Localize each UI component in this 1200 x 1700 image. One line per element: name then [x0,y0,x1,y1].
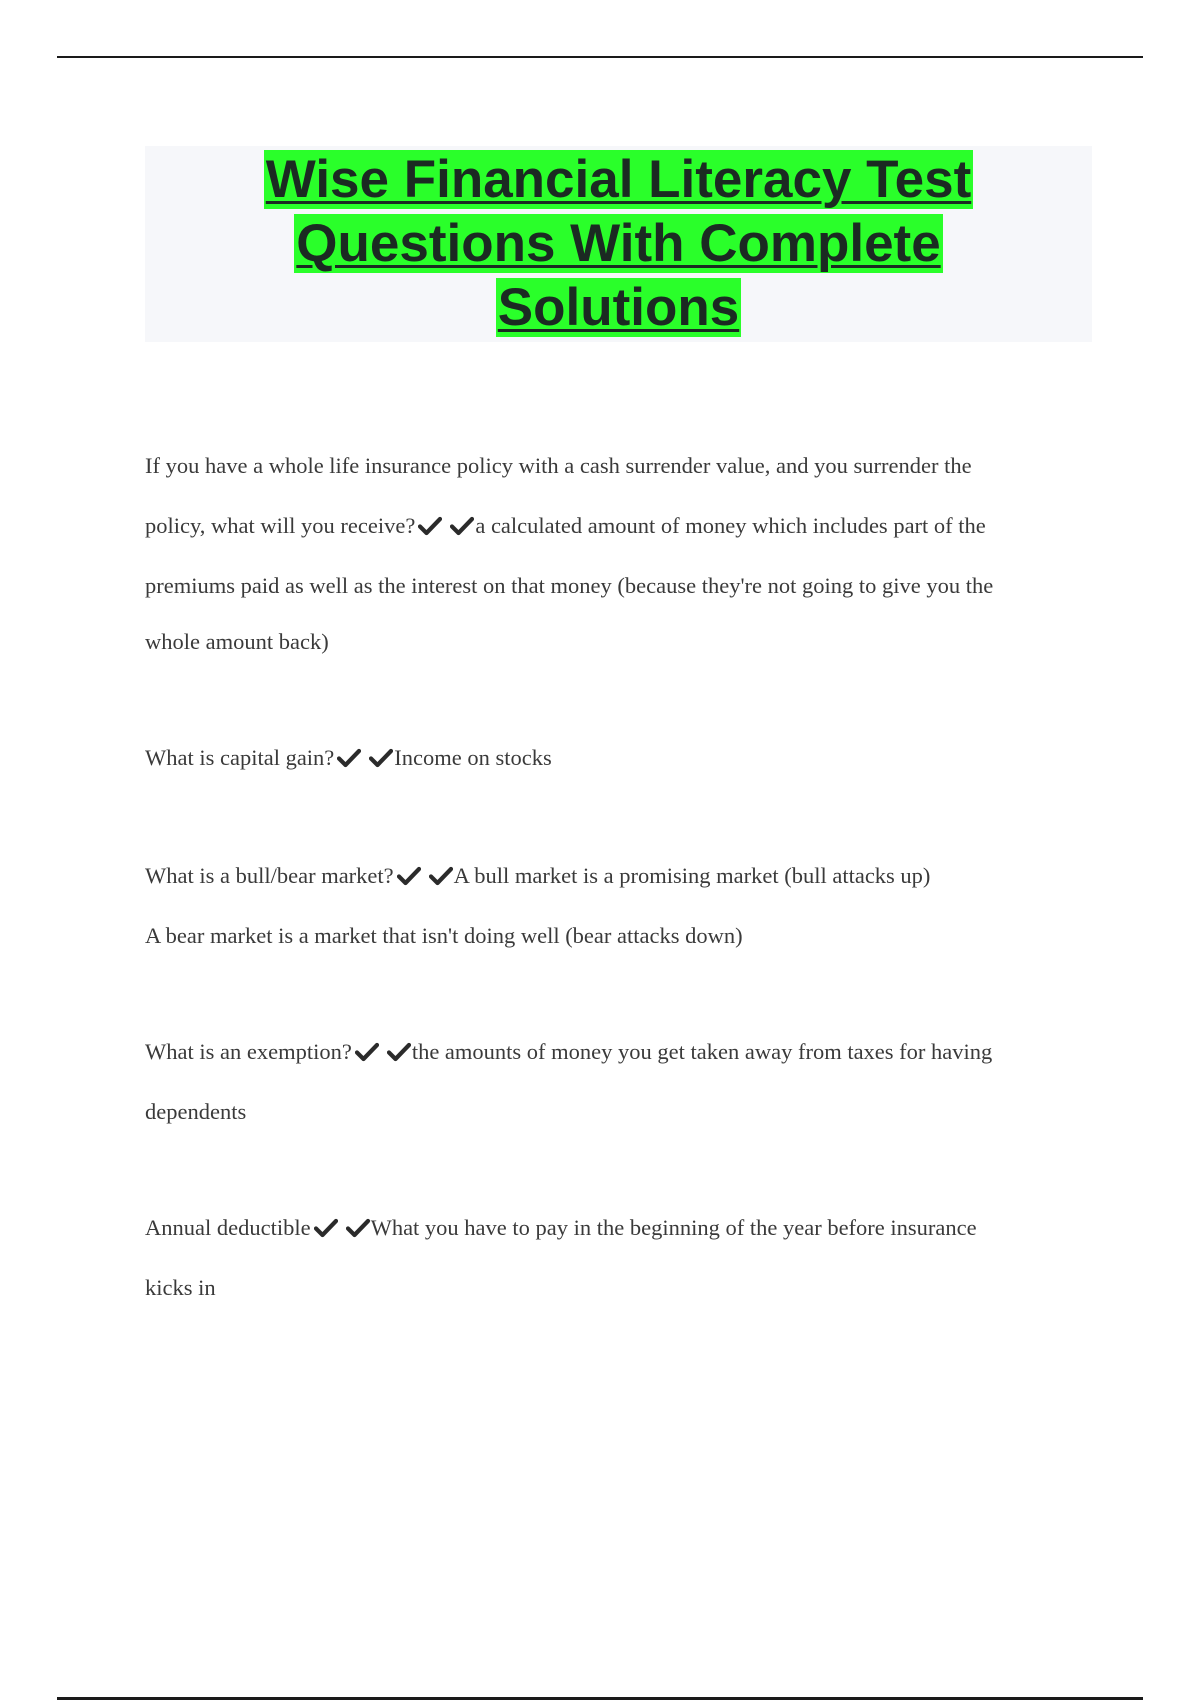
top-rule [57,56,1143,58]
question-text: What is a bull/bear market? [145,863,394,888]
qa-item [145,436,1080,672]
answer-text: a calculated amount of money which includes part of the [475,513,986,538]
answer-line [145,612,1080,672]
answer-text: kicks in [145,1275,216,1300]
question-text: Annual deductible [145,1215,311,1240]
check-icon [387,1042,411,1062]
qa-item [145,1022,1080,1142]
answer-text: A bull market is a promising market (bull attacks up) [453,863,931,888]
answer-text: Income on stocks [394,745,552,770]
question-line [145,728,1080,788]
page-title [145,148,1092,340]
answer-line [145,1082,1080,1142]
title-line: Questions With Complete [296,214,941,273]
qa-item [145,1198,1080,1318]
question-line [145,496,1080,556]
answer-line [145,1258,1080,1318]
question-text: If you have a whole life insurance policy with a cash surrender value, and you surrender the [145,453,972,478]
question-line [145,846,1080,906]
qa-item [145,728,1080,788]
question-text: policy, what will you receive? [145,513,416,538]
check-icon [314,1218,338,1238]
check-icon [346,1218,370,1238]
question-line [145,436,1080,496]
check-icon [450,516,474,536]
answer-text: whole amount back) [145,629,329,654]
check-icon [337,748,361,768]
title-line: Wise Financial Literacy Test [265,150,972,209]
answer-text: dependents [145,1099,247,1124]
answer-text: A bear market is a market that isn't doing well (bear attacks down) [145,923,743,948]
answer-text: What you have to pay in the beginning of the year before insurance [370,1215,977,1240]
answer-text: the amounts of money you get taken away from taxes for having [411,1039,993,1064]
check-icon [418,516,442,536]
question-text: What is an exemption? [145,1039,352,1064]
answer-text: premiums paid as well as the interest on that money (because they're not going to give you the [145,573,994,598]
question-line [145,1022,1080,1082]
answer-line [145,556,1080,616]
title-line: Solutions [497,278,740,337]
check-icon [369,748,393,768]
check-icon [397,866,421,886]
check-icon [429,866,453,886]
title-banner [145,146,1092,342]
question-line [145,1198,1080,1258]
check-icon [355,1042,379,1062]
answer-line [145,906,1080,966]
question-text: What is capital gain? [145,745,335,770]
qa-item [145,846,1080,966]
